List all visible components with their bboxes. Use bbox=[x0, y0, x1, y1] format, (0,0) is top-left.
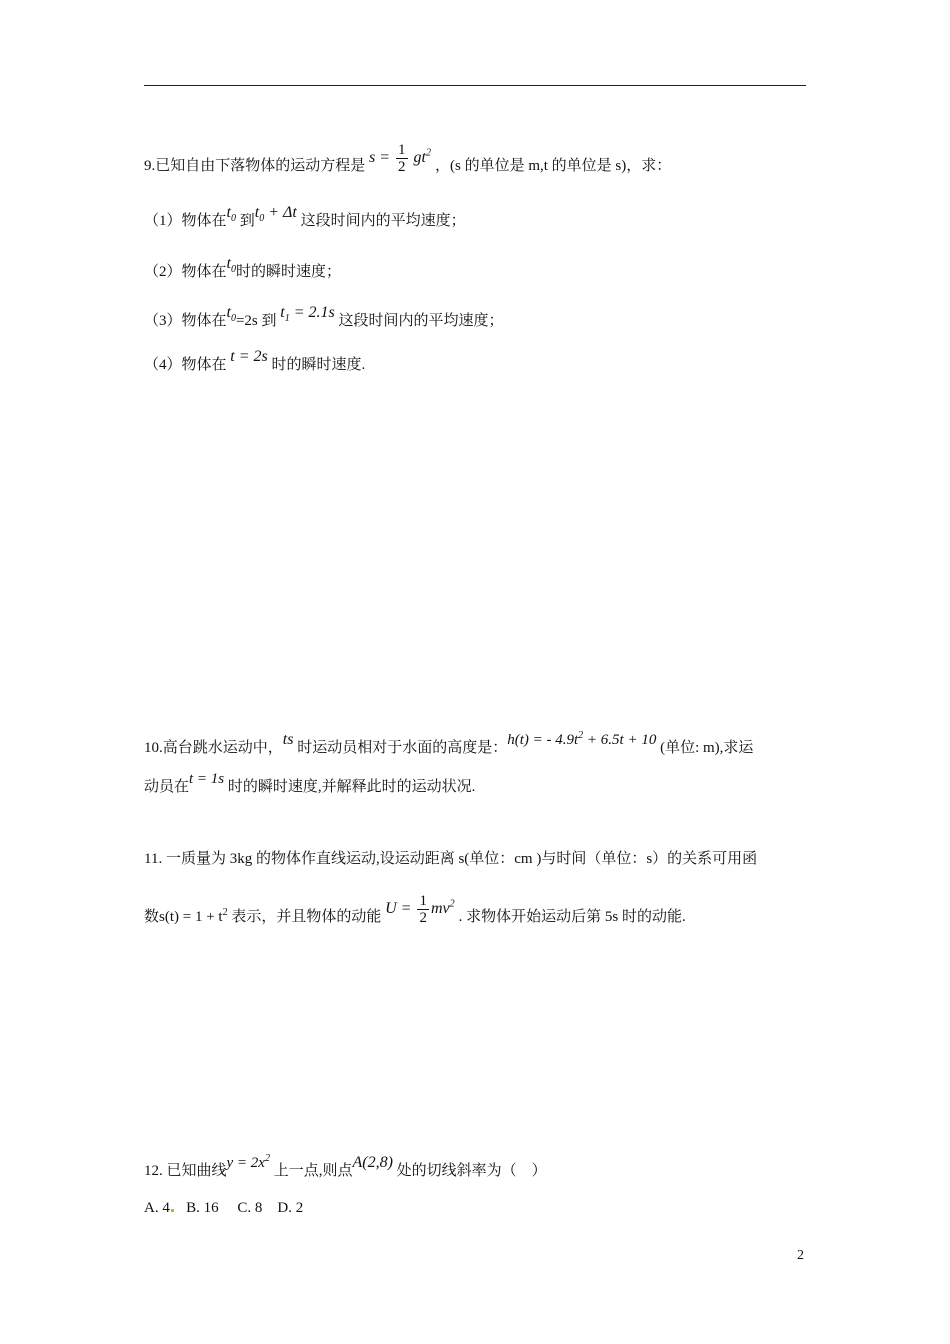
q9-p4-a: （4）物体在 bbox=[144, 357, 227, 373]
q9-p2-t0-letter: t bbox=[226, 255, 231, 272]
q9-stem bbox=[144, 142, 672, 183]
q12-option-a: A. 4 bbox=[144, 1200, 170, 1216]
q11-s-eq: s(t) = 1 + t bbox=[159, 909, 223, 926]
q11-frac-num: 1 bbox=[419, 893, 427, 909]
q11-line2 bbox=[144, 893, 686, 934]
q11-s-sup: 2 bbox=[222, 907, 228, 919]
q9-formula bbox=[369, 142, 435, 175]
q11-fraction bbox=[417, 893, 429, 926]
q9-p1-b: 到 bbox=[239, 213, 255, 229]
q12-b: 上一点,则点 bbox=[273, 1163, 353, 1179]
q10-ts: ts bbox=[282, 731, 294, 748]
q10-line1 bbox=[144, 730, 754, 758]
q9-formula-rhs: gt bbox=[413, 149, 426, 167]
q12-option-d: D. 2 bbox=[277, 1200, 304, 1216]
q11-a: 11. 一质量为 3kg 的物体作直线运动,设运动距离 s(单位：cm )与时间（单位：s）的关系可用函 bbox=[144, 851, 758, 867]
q11-b: 数 bbox=[144, 909, 160, 926]
q9-p3-t1 bbox=[280, 304, 335, 325]
q12-a: 12. 已知曲线 bbox=[144, 1163, 227, 1179]
q12-c: 处的切线斜率为（ ） bbox=[396, 1163, 547, 1179]
q9-p3-sub0: 0 bbox=[230, 313, 236, 325]
q12-y-formula bbox=[227, 1155, 270, 1171]
q9-frac-den: 2 bbox=[398, 159, 406, 175]
q9-part1 bbox=[144, 204, 466, 237]
q11-line1 bbox=[144, 849, 757, 869]
q9-p1-t0-letter: t bbox=[226, 204, 231, 221]
q10-b: 时运动员相对于水面的高度是： bbox=[297, 740, 508, 756]
q9-p1-expr bbox=[254, 204, 297, 225]
q12-stem bbox=[144, 1153, 547, 1181]
q10-h-sup: 2 bbox=[578, 730, 584, 741]
q12-point: A(2,8) bbox=[352, 1154, 393, 1171]
q9-p1-sub0: 0 bbox=[230, 213, 236, 225]
q10-line2 bbox=[144, 771, 476, 797]
q9-p2-t0 bbox=[226, 255, 236, 276]
q9-p1-t0 bbox=[226, 204, 236, 225]
q9-p4-eq: t = 2s bbox=[230, 348, 268, 365]
q9-part2 bbox=[144, 255, 341, 288]
q9-p4-b: 时的瞬时速度. bbox=[271, 357, 366, 373]
q12-y-eq: y = 2x bbox=[226, 1155, 265, 1171]
q9-p1-t0b-letter: t bbox=[254, 204, 260, 221]
q11-c: 表示，并且物体的动能 bbox=[231, 909, 382, 926]
q11-s-formula bbox=[159, 909, 228, 925]
q9-p3-c: 这段时间内的平均速度； bbox=[338, 313, 504, 329]
q12-option-b: B. 16 bbox=[186, 1200, 219, 1216]
q9-fraction bbox=[396, 142, 408, 175]
q9-part3 bbox=[144, 304, 504, 337]
q10-h-lhs: h(t) = - 4.9t bbox=[507, 732, 579, 748]
q10-a: 10.高台跳水运动中， bbox=[144, 740, 283, 756]
q9-p1-dt: + Δt bbox=[264, 204, 297, 221]
q9-p3-eq: = 2.1s bbox=[289, 304, 335, 321]
q9-formula-lhs: s = bbox=[369, 149, 391, 167]
q11-u-lhs: U = bbox=[385, 900, 412, 918]
q11-u-sup: 2 bbox=[449, 898, 455, 910]
q11-u-formula bbox=[385, 893, 459, 926]
q9-p1-a: （1）物体在 bbox=[144, 213, 227, 229]
q12-options bbox=[144, 1198, 303, 1218]
q9-p1-sub0b: 0 bbox=[259, 213, 265, 225]
q9-p3-t0-letter: t bbox=[226, 304, 231, 321]
q9-p2-b: 时的瞬时速度； bbox=[235, 264, 341, 280]
q11-frac-den: 2 bbox=[419, 910, 427, 926]
q9-p3-b: =2s 到 bbox=[235, 313, 277, 329]
page-number: 2 bbox=[797, 1248, 804, 1263]
q11-u-rhs: mv bbox=[430, 900, 450, 918]
q9-p2-sub0: 0 bbox=[230, 264, 236, 276]
q9-sup: 2 bbox=[426, 147, 431, 159]
q10-e: 时的瞬时速度,并解释此时的运动状况. bbox=[227, 779, 476, 795]
q10-d: 动员在 bbox=[144, 779, 190, 795]
q12-y-sup: 2 bbox=[264, 1153, 270, 1164]
q10-h-formula bbox=[507, 732, 656, 748]
q9-frac-num: 1 bbox=[398, 142, 406, 158]
q12-option-c: C. 8 bbox=[237, 1200, 263, 1216]
q10-t1: t = 1s bbox=[189, 771, 225, 787]
q9-prefix: 9.已知自由下落物体的运动方程是 bbox=[144, 158, 366, 175]
q9-p1-c: 这段时间内的平均速度； bbox=[300, 213, 466, 229]
q9-suffix: ，(s 的单位是 m,t 的单位是 s)，求： bbox=[435, 158, 672, 175]
stray-dot bbox=[171, 1209, 174, 1212]
q9-p2-a: （2）物体在 bbox=[144, 264, 227, 280]
q9-part4 bbox=[144, 348, 366, 375]
header-rule bbox=[144, 85, 806, 86]
q9-p3-sub1: 1 bbox=[284, 313, 290, 325]
q10-c: (单位: m),求运 bbox=[660, 740, 754, 756]
q9-p3-t1-letter: t bbox=[280, 304, 285, 321]
q11-d: . 求物体开始运动后第 5s 时的动能. bbox=[458, 909, 686, 926]
q9-p3-t0 bbox=[226, 304, 236, 325]
q9-p3-a: （3）物体在 bbox=[144, 313, 227, 329]
q10-h-rhs: + 6.5t + 10 bbox=[583, 732, 657, 748]
